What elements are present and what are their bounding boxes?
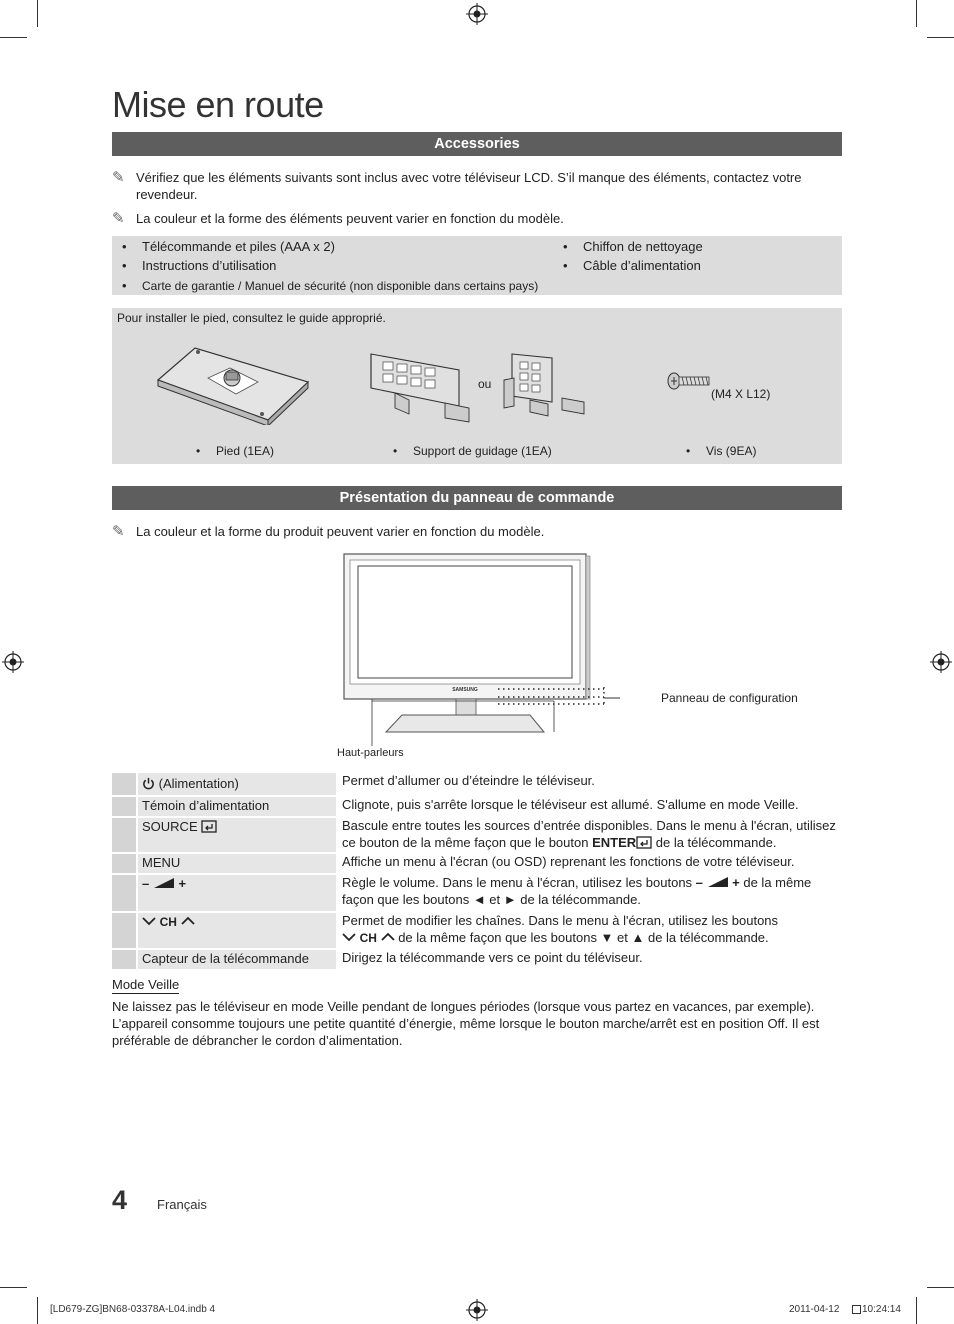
footer-file: [LD679-ZG]BN68-03378A-L04.indb 4 <box>50 1304 216 1315</box>
registration-mark-left <box>2 651 24 673</box>
stand-note: Pour installer le pied, consultez le guide approprié. <box>117 311 386 325</box>
registration-mark-top <box>466 3 488 25</box>
volume-icon <box>707 876 729 888</box>
tv-illustration <box>330 550 620 750</box>
stand-item: • Pied (1EA) <box>196 444 275 458</box>
screw-icon <box>666 371 712 391</box>
pencil-note-icon: ✎ <box>112 523 125 540</box>
list-item: • Câble d’alimentation <box>563 258 701 273</box>
screw-size-label: (M4 X L12) <box>711 387 771 401</box>
guide-stand-illustration-2 <box>500 350 590 422</box>
table-row: MENU Affiche un menu à l'écran (ou OSD) reprenant les fonctions de votre téléviseur. <box>112 854 842 873</box>
page-number: 4 <box>112 1185 128 1215</box>
power-icon <box>142 777 155 790</box>
table-row: Témoin d’alimentation Clignote, puis s'arrête lorsque le téléviseur est allumé. S'allume en mode Veille. <box>112 797 842 816</box>
standby-text: Ne laissez pas le téléviseur en mode Veille pendant de longues périodes (lorsque vous partez en vacances, par exemple). L’appareil consomme toujours une petite quantité d’énergie, même lorsque le bouton marche/arrêt est en position Off. Il est préférable de débrancher le cordon d’alimentation. <box>112 999 820 1048</box>
config-panel-label: Panneau de configuration <box>661 691 798 705</box>
page-title: Mise en route <box>112 84 324 125</box>
footer-date: 2011-04-12 <box>789 1304 840 1315</box>
tv-brand: SAMSUNG <box>452 687 478 693</box>
table-row: Capteur de la télécommande Dirigez la télécommande vers ce point du téléviseur. <box>112 950 842 969</box>
language-label: Français <box>157 1197 207 1212</box>
list-item: • Carte de garantie / Manuel de sécurité (non disponible dans certains pays) <box>122 278 539 293</box>
source-input-icon <box>201 820 217 833</box>
list-item: • Télécommande et piles (AAA x 2) <box>122 239 335 254</box>
table-row: SOURCE Bascule entre toutes les sources d’entrée disponibles. Dans le menu à l'écran, utilisez ce bouton de la même façon que le bouton ENTER de la télécommande. <box>112 818 842 852</box>
table-row: (Alimentation) Permet d’allumer ou d’éteindre le téléviseur. <box>112 773 842 795</box>
chevron-down-icon <box>142 916 156 926</box>
accessories-note-1: ✎ Vérifiez que les éléments suivants sont inclus avec votre téléviseur LCD. S’il manque des éléments, contactez votre revendeur. <box>112 169 802 202</box>
chevron-up-icon <box>381 932 395 942</box>
footer-clock-icon <box>852 1305 861 1314</box>
standby-heading: Mode Veille <box>112 977 180 992</box>
enter-icon <box>636 836 652 849</box>
registration-mark-bottom <box>466 1299 488 1321</box>
accessories-note-2: ✎ La couleur et la forme des éléments peuvent varier en fonction du modèle. <box>112 210 564 227</box>
volume-icon <box>153 877 175 889</box>
registration-mark-right <box>930 651 952 673</box>
panel-note: ✎ La couleur et la forme du produit peuvent varier en fonction du modèle. <box>112 523 545 540</box>
chevron-up-icon <box>181 916 195 926</box>
table-row: CH Permet de modifier les chaînes. Dans le menu à l'écran, utilisez les boutons CH de la même façon que les boutons ▼ et ▲ de la télécommande. <box>112 913 842 948</box>
or-label: ou <box>478 377 492 391</box>
panel-heading: Présentation du panneau de commande <box>112 486 842 510</box>
pencil-note-icon: ✎ <box>112 169 125 186</box>
chevron-down-icon <box>342 932 356 942</box>
stand-base-illustration <box>150 340 315 425</box>
stand-item: • Support de guidage (1EA) <box>393 444 552 458</box>
accessories-heading: Accessories <box>112 132 842 156</box>
stand-item: • Vis (9EA) <box>686 444 757 458</box>
guide-stand-illustration-1 <box>365 348 475 428</box>
list-item: • Chiffon de nettoyage <box>563 239 703 254</box>
footer-time: 10:24:14 <box>862 1304 901 1315</box>
pencil-note-icon: ✎ <box>112 210 125 227</box>
table-row: – + Règle le volume. Dans le menu à l'écran, utilisez les boutons – + de la même façon que les boutons ◄ et ► de la télécommande. <box>112 875 842 911</box>
speakers-label: Haut-parleurs <box>337 747 404 759</box>
list-item: • Instructions d’utilisation <box>122 258 277 273</box>
